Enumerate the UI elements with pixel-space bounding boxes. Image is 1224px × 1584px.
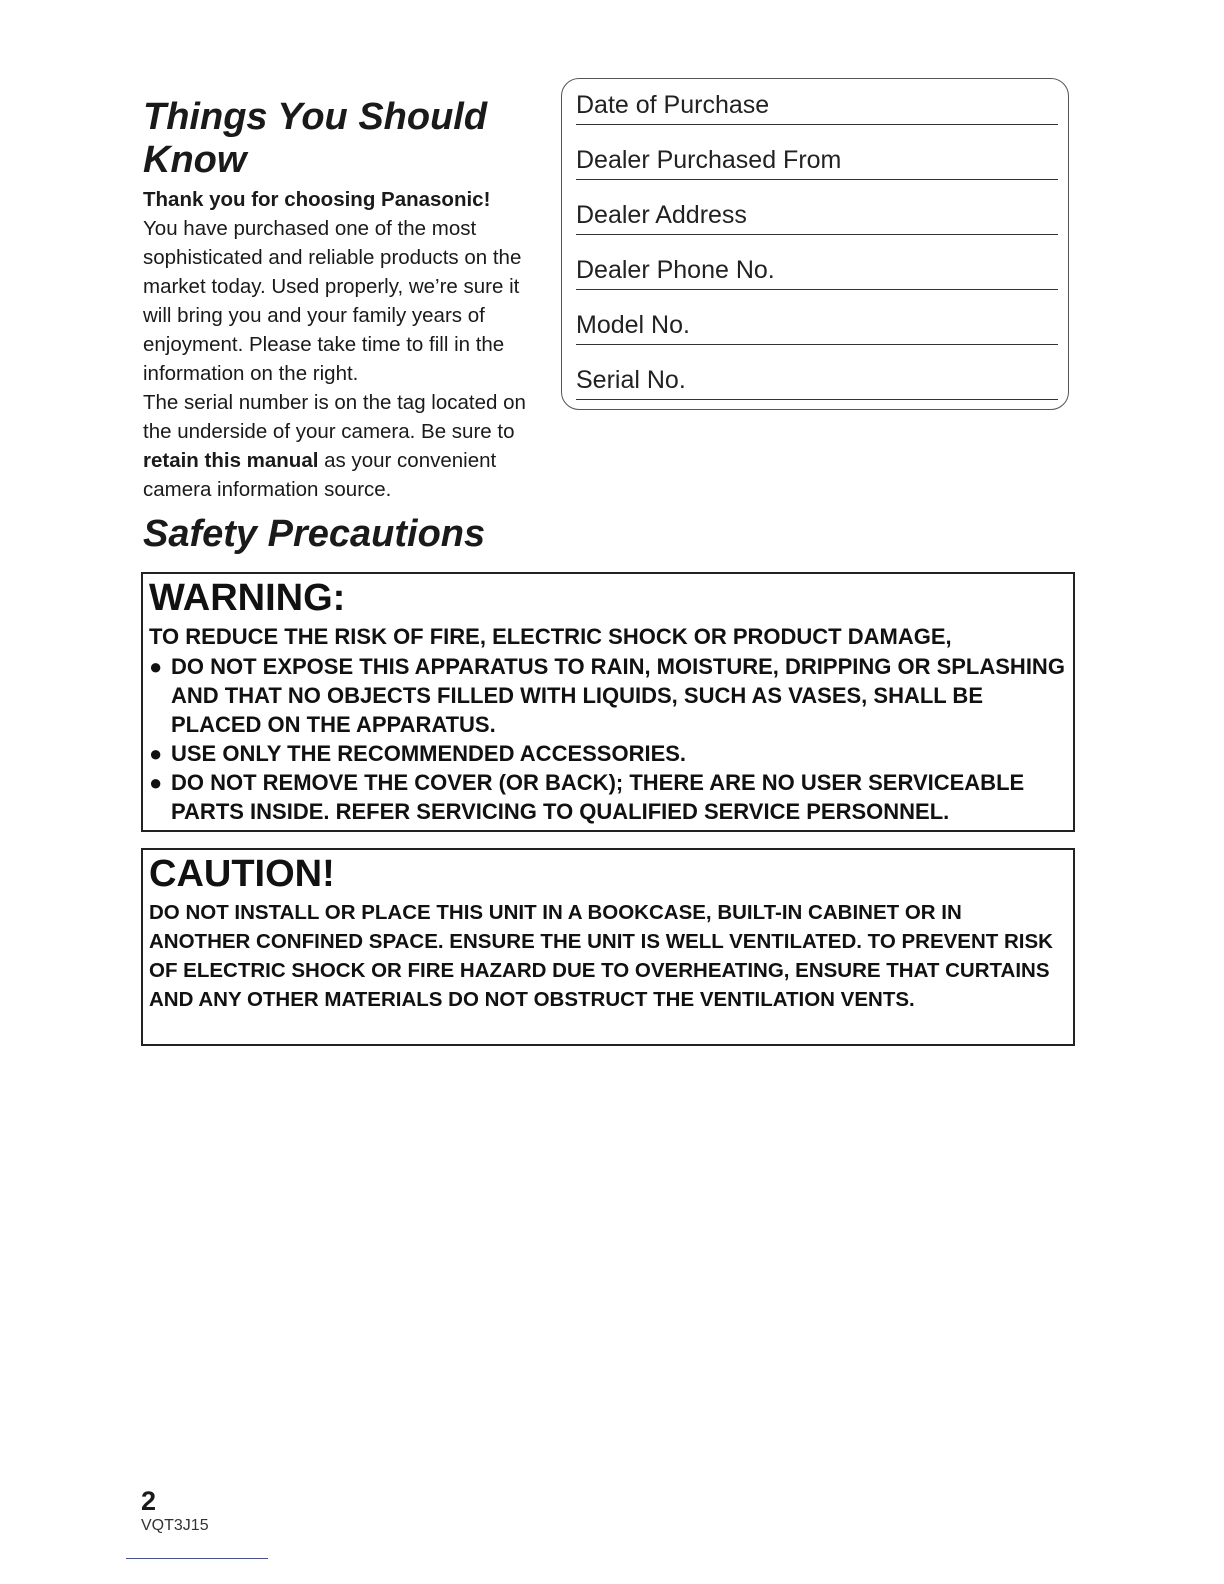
warning-item-text: USE ONLY THE RECOMMENDED ACCESSORIES. [171,741,687,766]
warning-list [149,652,1067,826]
bullet-icon: ● [149,654,163,679]
retain-manual-emphasis: retain this manual [143,449,319,472]
serial-paragraph-end: as your convenient camera information source. [143,449,497,501]
dealer-phone-field[interactable]: Dealer Phone No. [576,254,1058,290]
bullet-icon: ● [149,770,163,795]
things-you-should-know-heading: Things You Should Know [143,96,488,181]
warning-lead: TO REDUCE THE RISK OF FIRE, ELECTRIC SHOCK OR PRODUCT DAMAGE, [149,624,952,649]
model-number-field[interactable]: Model No. [576,309,1058,345]
warning-item [149,739,1067,768]
thank-you-lead: Thank you for choosing Panasonic! [143,188,491,211]
warning-item [149,652,1067,739]
caution-box [141,848,1075,1046]
caution-heading: CAUTION! [149,853,335,895]
purchase-record-box [561,78,1069,410]
serial-number-paragraph [143,388,543,504]
page-number: 2 [141,1486,157,1516]
warning-item [149,768,1067,826]
warning-item-text: DO NOT REMOVE THE COVER (OR BACK); THERE ARE NO USER SERVICEABLE PARTS INSIDE. REFER SERVICING TO QUALIFIED SERVICE PERSONNEL. [171,770,1025,824]
warning-box [141,572,1075,832]
intro-paragraph: You have purchased one of the most sophisticated and reliable products on the market today. Used properly, we’re sure it will bring you and your family years of enjoyment. Please take time to fill in the information on the right. [143,217,522,385]
intro-text [143,185,543,504]
bullet-icon: ● [149,741,163,766]
serial-number-field[interactable]: Serial No. [576,364,1058,400]
caution-text: DO NOT INSTALL OR PLACE THIS UNIT IN A BOOKCASE, BUILT-IN CABINET OR IN ANOTHER CONFINED SPACE. ENSURE THE UNIT IS WELL VENTILATED. TO PREVENT RISK OF ELECTRIC SHOCK OR FIRE HAZARD DUE TO OVERHEATING, ENSURE THAT CURTAINS AND ANY OTHER MATERIALS DO NOT OBSTRUCT THE VENTILATION VENTS. [149,901,1053,1011]
date-of-purchase-field[interactable]: Date of Purchase [576,89,1058,125]
dealer-address-field[interactable]: Dealer Address [576,199,1058,235]
warning-item-text: DO NOT EXPOSE THIS APPARATUS TO RAIN, MOISTURE, DRIPPING OR SPLASHING AND THAT NO OBJECTS FILLED WITH LIQUIDS, SUCH AS VASES, SHALL BE PLACED ON THE APPARATUS. [171,654,1065,737]
footer-rule [126,1558,268,1559]
serial-paragraph-start: The serial number is on the tag located on the underside of your camera. Be sure to [143,391,526,443]
warning-heading: WARNING: [149,577,346,619]
document-code: VQT3J15 [141,1517,209,1534]
dealer-purchased-from-field[interactable]: Dealer Purchased From [576,144,1058,180]
safety-precautions-heading: Safety Precautions [143,513,486,555]
